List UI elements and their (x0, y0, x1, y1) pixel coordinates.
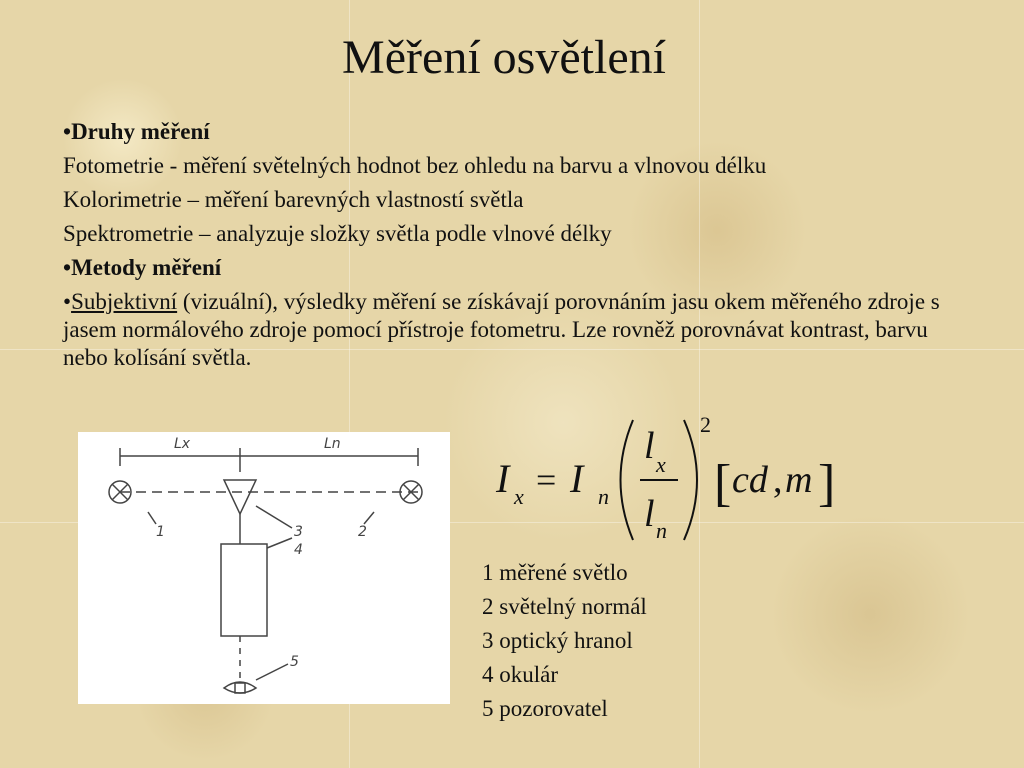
formula-left-paren (621, 420, 634, 540)
formula-svg (488, 408, 848, 548)
type-colorimetry: Kolorimetrie – měření barevných vlastností světla (63, 187, 524, 212)
formula-lx-symbol: l (644, 425, 655, 467)
part-label-5: 5 (290, 654, 299, 670)
luminous-intensity-formula (488, 408, 848, 548)
leader-line (148, 512, 156, 524)
slide-body (63, 118, 968, 378)
formula-unit-comma: , (773, 459, 783, 501)
formula-in-subscript: n (598, 484, 609, 509)
legend-item: 2 světelný normál (482, 594, 647, 619)
heading-measurement-types: • Druhy měření (63, 118, 968, 146)
formula-equals: = (536, 460, 557, 500)
legend-item: 5 pozorovatel (482, 696, 608, 721)
formula-ln-symbol: l (644, 493, 655, 535)
formula-ln-subscript: n (656, 518, 667, 543)
distance-ln-label: Ln (324, 436, 341, 452)
type-spectrometry: Spektrometrie – analyzuje složky světla podle vlnové délky (63, 221, 612, 246)
leader-line (364, 512, 374, 524)
legend-item: 1 měřené světlo (482, 560, 628, 585)
subjective-method-paragraph (63, 288, 968, 372)
formula-left-bracket: [ (714, 455, 732, 512)
legend-item: 3 optický hranol (482, 628, 633, 653)
observer-eye-icon (224, 682, 256, 693)
formula-in-symbol: I (570, 456, 584, 501)
leader-line (256, 664, 288, 680)
formula-lx-subscript: x (656, 452, 666, 477)
legend-item: 4 okulár (482, 662, 559, 687)
part-label-3: 3 (294, 524, 303, 540)
photometer-diagram-svg (78, 432, 450, 704)
type-photometry: Fotometrie - měření světelných hodnot bez ohledu na barvu a vlnovou délku (63, 153, 767, 178)
diagram-legend (482, 556, 647, 726)
distance-lx-label: Lx (174, 436, 191, 452)
subjective-description: (vizuální), výsledky měření se získávají porovnáním jasu okem měřeného zdroje s jasem normálového zdroje pomocí přístroje fotometru. Lze rovněž porovnávat kontrast, barvu nebo kolísání světla. (63, 289, 940, 370)
optical-prism (224, 480, 256, 514)
formula-ix-symbol: I (496, 456, 510, 501)
part-label-4: 4 (294, 542, 303, 558)
slide-title: Měření osvětlení (342, 31, 666, 84)
formula-right-bracket: ] (818, 455, 836, 512)
leader-line (267, 538, 292, 548)
normal-light-source (400, 481, 422, 503)
leader-line (256, 506, 292, 528)
formula-unit-cd: cd (732, 459, 768, 501)
part-label-1: 1 (156, 524, 165, 540)
eyepiece-tube (221, 544, 267, 636)
formula-right-paren (684, 420, 697, 540)
part-label-2: 2 (358, 524, 367, 540)
heading-measurement-methods: • Metody měření (63, 254, 968, 282)
background-gridline (699, 0, 700, 768)
subjective-term: Subjektivní (71, 289, 178, 314)
formula-unit-m: m (785, 459, 813, 501)
photometer-diagram (78, 432, 450, 704)
formula-exponent: 2 (700, 412, 711, 437)
formula-ix-subscript: x (514, 484, 524, 509)
